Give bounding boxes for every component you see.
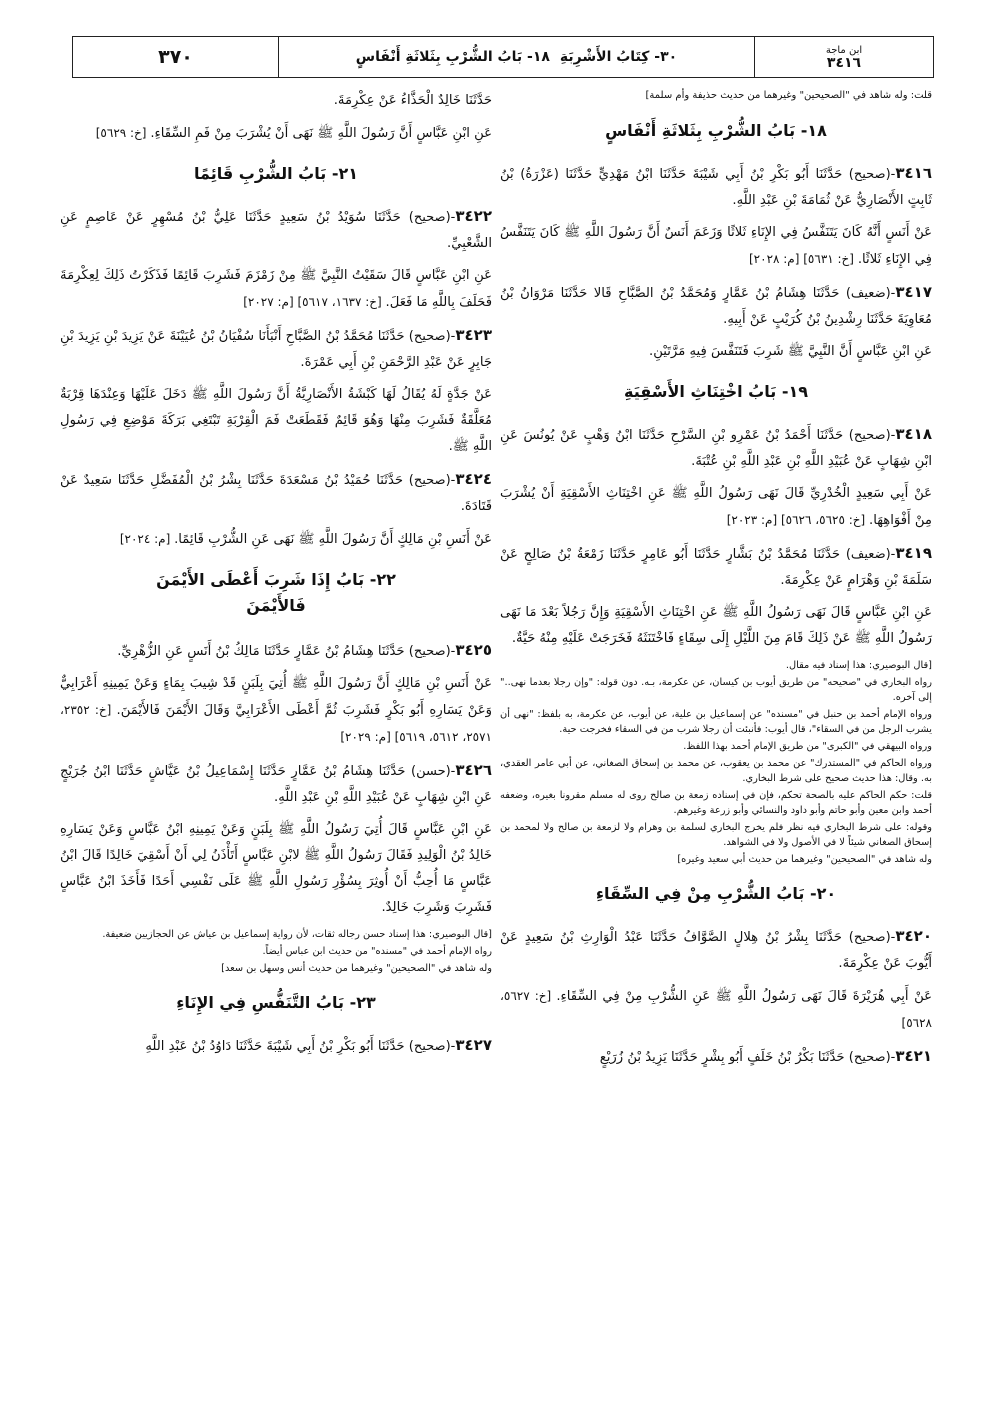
hadith-grade: -(صحيح) <box>408 1039 456 1054</box>
isnad-text: حَدَّثَنَا هِشَامُ بْنُ عَمَّارٍ حَدَّثَنَا مَالِكُ بْنُ أَنَسٍ عَنِ الزُّهْرِيِّ. <box>117 644 409 659</box>
footnote: رواه البخاري في "صحيحه" من طريق أيوب بن كيسان، عن عكرمة، بـه. دون قوله: "وإن رجلا بعدما نهى.." إلى آخره. <box>500 677 932 703</box>
hadith-number: ٣٤١٧ <box>895 283 932 301</box>
chapter-heading-22 <box>60 567 492 619</box>
takhrij-ref: [خ: ٥٦٢٧، ٥٦٢٨] <box>500 989 932 1030</box>
hadith-grade: -(ضعيف) <box>845 547 896 562</box>
hadith-3424-matn <box>60 526 492 553</box>
hadith-3418-isnad <box>500 421 932 475</box>
hadith-number: ٣٤٢٤ <box>455 470 492 488</box>
hadith-3422-isnad <box>60 203 492 257</box>
hadith-3425-matn <box>60 671 492 751</box>
hadith-grade: -(حسن) <box>411 764 456 779</box>
hadith-number: ٣٤١٩ <box>895 544 932 562</box>
isnad-text: حَدَّثَنَا أَحْمَدُ بْنُ عَمْرِو بْنِ السَّرْحِ حَدَّثَنَا ابْنُ وَهْبٍ عَنْ يُونُسَ عَنِ ابْنِ شِهَابٍ عَنْ عُبَيْدِ اللَّهِ بْنِ عَبْدِ اللَّهِ بْنِ عُتْبَةَ. <box>500 428 932 469</box>
continued-matn <box>60 120 492 147</box>
footnote: [قال البوصيري: هذا إسناد فيه مقال. <box>785 660 932 671</box>
header-ref-number: ٣٤١٦ <box>826 55 862 71</box>
continued-isnad: حَدَّثَنَا خَالِدٌ الْحَذَّاءُ عَنْ عِكْرِمَةَ. <box>333 93 492 108</box>
hadith-grade: -(صحيح) <box>848 1050 896 1065</box>
hadith-3417-matn: عَنِ ابْنِ عَبَّاسٍ أَنَّ النَّبِيَّ ﷺ شَرِبَ فَتَنَفَّسَ فِيهِ مَرَّتَيْنِ. <box>649 344 932 359</box>
takhrij-ref: [خ: ١٦٣٧، ٥٦١٧] [م: ٢٠٢٧] <box>243 295 386 309</box>
hadith-3420-matn <box>500 983 932 1037</box>
isnad-text: حَدَّثَنَا أَبُو بَكْرِ بْنُ أَبِي شَيْبَةَ حَدَّثَنَا دَاوُدُ بْنُ عَبْدِ اللَّهِ <box>145 1039 409 1054</box>
hadith-3425-isnad <box>60 637 492 665</box>
hadith-grade: -(صحيح) <box>408 644 456 659</box>
footnote: [قال البوصيري: هذا إسناد حسن رجاله ثقات، لأن رواية إسماعيل بن عياش عن الحجازيين ضعيفة. <box>102 929 492 940</box>
footnote: قلت: حكم الحاكم عليه بالصحة تحكم، فإن في إسناده زمعة بن صالح روى له مسلم مقرونا بغيره، وضعفه أحمد وابن معين وأبو حاتم وأبو داود والنسائي وأبو زرعة وغيرهم. <box>500 790 932 816</box>
matn-text: عَنْ أَبِي هُرَيْرَةَ قَالَ نَهَى رَسُولُ اللَّهِ ﷺ عَنِ الشُّرْبِ مِنْ فِي السِّقَاءِ. <box>556 989 932 1004</box>
matn-text: عَنْ أَبِي سَعِيدٍ الْخُدْرِيِّ قَالَ نَهَى رَسُولُ اللَّهِ ﷺ عَنِ اخْتِنَاثِ الأَسْقِيَةِ أَنْ يُشْرَبَ مِنْ أَفْوَاهِهَا. <box>500 486 932 528</box>
header-reference <box>755 37 933 77</box>
matn-text: عَنْ أَنَسِ بْنِ مَالِكٍ أَنَّ رَسُولَ اللَّهِ ﷺ أُتِيَ بِلَبَنٍ قَدْ شِيبَ بِمَاءٍ وَعَنْ يَمِينِهِ أَعْرَابِيٌّ وَعَنْ يَسَارِهِ أَبُو بَكْرٍ فَشَرِبَ ثُمَّ أَعْطَى الأَعْرَابِيَّ وَقَالَ الأَيْمَنَ فَالأَيْمَنَ. <box>60 676 492 718</box>
hadith-number: ٣٤٢٦ <box>455 761 492 779</box>
hadith-grade: -(صحيح) <box>408 210 456 225</box>
hadith-number: ٣٤٢١ <box>895 1047 932 1065</box>
hadith-grade: -(صحيح) <box>848 428 896 443</box>
hadith-number: ٣٤٢٣ <box>455 326 492 344</box>
hadith-number: ٣٤٢٧ <box>455 1036 492 1054</box>
hadith-number: ٣٤١٦ <box>895 164 932 182</box>
hadith-grade: -(ضعيف) <box>845 286 896 301</box>
intro-note: قلت: وله شاهد في "الصحيحين" وغيرهما من حديث حذيفة وأم سلمة] <box>645 90 932 101</box>
matn-text: عَنْ أَنَسٍ أَنَّهُ كَانَ يَتَنَفَّسُ فِي الإِنَاءِ ثَلاثًا وَزَعَمَ أَنَسٌ أَنَّ رَسُولَ اللَّهِ ﷺ كَانَ يَتَنَفَّسُ فِي الإِنَاءِ ثَلاثًا. <box>500 225 932 267</box>
hadith-3421-isnad <box>500 1043 932 1071</box>
hadith-3418-matn <box>500 481 932 534</box>
takhrij-ref: [خ: ٥٦٢٩] <box>95 126 151 140</box>
footnote: ورواه البيهقي في "الكبرى" من طريق الإمام أحمد بهذا اللفظ. <box>683 741 932 752</box>
hadith-3423-matn: عَنْ جَدَّةٍ لَهُ يُقَالُ لَهَا كَبْشَةُ الأَنْصَارِيَّةُ أَنَّ رَسُولَ اللَّهِ ﷺ دَخَلَ عَلَيْهَا وَعِنْدَهَا قِرْبَةٌ مُعَلَّقَةٌ فَشَرِبَ مِنْهَا وَهُوَ قَائِمٌ فَقَطَعَتْ فَمَ الْقِرْبَةِ تَبْتَغِي بَرَكَةَ مَوْضِعِ فِي رَسُولِ اللَّهِ ﷺ. <box>60 387 492 454</box>
header-ref-label: ابن ماجة <box>825 45 863 56</box>
hadith-grade: -(صحيح) <box>408 473 456 488</box>
footnote: وله شاهد في "الصحيحين" وغيرهما من حديث أبي سعيد وغيره] <box>677 854 932 865</box>
footnote: ورواه الحاكم في "المستدرك" عن محمد بن يعقوب، عن محمد بن إسحاق الصغاني، عن أبي عامر العقدي، به. وقال: هذا حديث صحيح على شرط البخاري. <box>500 758 932 784</box>
left-column <box>60 88 492 1066</box>
matn-text: عَنِ ابْنِ عَبَّاسٍ قَالَ سَقَيْتُ النَّبِيَّ ﷺ مِنْ زَمْزَمَ فَشَرِبَ قَائِمًا فَذَكَرْتُ ذَلِكَ لِعِكْرِمَةَ فَحَلَفَ بِاللَّهِ مَا فَعَلَ. <box>60 268 492 310</box>
takhrij-ref: [خ: ٢٣٥٢، ٢٥٧١، ٥٦١٢، ٥٦١٩] [م: ٢٠٢٩] <box>60 703 492 744</box>
isnad-text: حَدَّثَنَا هِشَامُ بْنُ عَمَّارٍ وَمُحَمَّدُ بْنُ الصَّبَّاحِ قَالا حَدَّثَنَا مَرْوَانُ بْنُ مُعَاوِيَةَ حَدَّثَنَا رِشْدِينُ بْنُ كُرَيْبٍ عَنْ أَبِيهِ. <box>500 286 932 327</box>
hadith-number: ٣٤٢٠ <box>895 927 932 945</box>
hadith-3419-isnad <box>500 540 932 594</box>
header-bab: ١٨- بَابُ الشُّرْبِ بِثَلاثَةِ أَنْفَاسٍ <box>355 49 550 65</box>
footnote: رواه الإمام أحمد في "مسنده" من حديث ابن عباس أيضاً. <box>262 946 492 957</box>
page-number: ٣٧٠ <box>73 37 279 77</box>
footnote: وقوله: على شرط البخاري فيه نظر فلم يخرج البخاري لسلمة بن وهرام ولا لزمعة بن صالح ولا لمحمد بن إسحاق الصغاني شيئاً لا في الأصول ولا في الشواهد. <box>500 822 932 848</box>
header-title <box>279 37 755 77</box>
chapter-heading-21: ٢١- بَابُ الشُّرْبِ قَائِمًا <box>193 164 358 183</box>
hadith-3416-isnad <box>500 160 932 214</box>
header-kitab: ٣٠- كِتَابُ الأَشْرِبَةِ <box>559 49 678 65</box>
isnad-text: حَدَّثَنَا مُحَمَّدُ بْنُ الصَّبَّاحِ أَنْبَأَنَا سُفْيَانُ بْنُ عُيَيْنَةَ عَنْ يَزِيدَ بْنِ يَزِيدَ بْنِ جَابِرٍ عَنْ عَبْدِ الرَّحْمَنِ بْنِ أَبِي عَمْرَةَ. <box>60 329 492 370</box>
hadith-number: ٣٤٢٢ <box>455 207 492 225</box>
chapter-heading-19: ١٩- بَابُ اخْتِنَاثِ الأَسْقِيَةِ <box>623 382 809 401</box>
takhrij-ref: [خ: ٥٦٣١] [م: ٢٠٢٨] <box>748 252 858 266</box>
hadith-3426-isnad <box>60 757 492 811</box>
hadith-grade: -(صحيح) <box>848 167 896 182</box>
hadith-3423-isnad <box>60 322 492 376</box>
isnad-text: حَدَّثَنَا بِشْرُ بْنُ هِلالٍ الصَّوَّافُ حَدَّثَنَا عَبْدُ الْوَارِثِ بْنُ سَعِيدٍ عَنْ أَيُّوبَ عَنْ عِكْرِمَةَ. <box>500 930 932 971</box>
footnote: وله شاهد في "الصحيحين" وغيرهما من حديث أنس وسهل بن سعد] <box>221 963 492 974</box>
right-column <box>500 88 932 1077</box>
takhrij-ref: [م: ٢٠٢٤] <box>119 532 175 546</box>
chapter-heading-23: ٢٣- بَابُ التَّنَفُّسِ فِي الإِنَاءِ <box>176 993 376 1012</box>
hadith-grade: -(صحيح) <box>848 930 896 945</box>
takhrij-ref: [خ: ٥٦٢٥، ٥٦٢٦] [م: ٢٠٢٣] <box>726 513 870 527</box>
hadith-3419-matn: عَنِ ابْنِ عَبَّاسٍ قَالَ نَهَى رَسُولُ اللَّهِ ﷺ عَنِ اخْتِنَاثِ الأَسْقِيَةِ وَإِنَّ رَجُلاً بَعْدَ مَا نَهَى رَسُولُ اللَّهِ ﷺ عَنْ ذَلِكَ قَامَ مِنَ اللَّيْلِ إِلَى سِقَاءٍ فَاخْتَنَثَهُ فَخَرَجَتْ عَلَيْهِ مِنْهُ حَيَّةٌ. <box>500 605 932 646</box>
hadith-3426-matn: عَنِ ابْنِ عَبَّاسٍ قَالَ أُتِيَ رَسُولُ اللَّهِ ﷺ بِلَبَنٍ وَعَنْ يَمِينِهِ ابْنُ عَبَّاسٍ وَعَنْ يَسَارِهِ خَالِدُ بْنُ الْوَلِيدِ فَقَالَ رَسُولُ اللَّهِ ﷺ لابْنِ عَبَّاسٍ أَتَأْذَنُ لِي أَنْ أَسْقِيَ خَالِدًا قَالَ ابْنُ عَبَّاسٍ مَا أُحِبُّ أَنْ أُوثِرَ بِسُؤْرِ رَسُولِ اللَّهِ ﷺ عَلَى نَفْسِي أَحَدًا فَأَخَذَ ابْنُ عَبَّاسٍ فَشَرِبَ وَشَرِبَ خَالِدٌ. <box>60 822 492 915</box>
isnad-text: حَدَّثَنَا سُوَيْدُ بْنُ سَعِيدٍ حَدَّثَنَا عَلِيُّ بْنُ مُسْهِرٍ عَنْ عَاصِمٍ عَنِ الشَّعْبِيِّ. <box>60 210 492 251</box>
hadith-number: ٣٤١٨ <box>895 425 932 443</box>
isnad-text: حَدَّثَنَا بَكْرُ بْنُ خَلَفٍ أَبُو بِشْرٍ حَدَّثَنَا يَزِيدُ بْنُ زُرَيْعٍ <box>599 1050 849 1065</box>
footnote: ورواه الإمام أحمد بن حنبل في "مسنده" عن إسماعيل بن علية، عن أيوب، عن عكرمة، به بلفظ: "نهى أن يشرب الرجل من في السقاء"، قال أيوب: فأنبئت أن رجلا شرب من في السقاء فخرجت حية. <box>500 709 932 735</box>
chapter-heading-20: ٢٠- بَابُ الشُّرْبِ مِنْ فِي السِّقَاءِ <box>595 884 837 903</box>
hadith-3420-isnad <box>500 923 932 977</box>
chapter-heading-22-line1: ٢٢- بَابُ إِذَا شَرِبَ أَعْطَى الأَيْمَنَ <box>156 570 396 589</box>
chapter-heading-22-line2: فَالأَيْمَنَ <box>246 596 306 615</box>
isnad-text: حَدَّثَنَا حُمَيْدُ بْنُ مَسْعَدَةَ حَدَّثَنَا بِشْرُ بْنُ الْمُفَضَّلِ حَدَّثَنَا سَعِيدٌ عَنْ قَتَادَةَ. <box>60 473 492 514</box>
hadith-grade: -(صحيح) <box>408 329 456 344</box>
hadith-3417-isnad <box>500 279 932 333</box>
chapter-heading-18: ١٨- بَابُ الشُّرْبِ بِثَلاثَةِ أَنْفَاسٍ <box>605 121 827 140</box>
isnad-text: حَدَّثَنَا أَبُو بَكْرِ بْنُ أَبِي شَيْبَةَ حَدَّثَنَا ابْنُ مَهْدِيٍّ حَدَّثَنَا (عَزْرَةُ) بْنُ ثَابِتٍ الأَنْصَارِيُّ عَنْ ثُمَامَةَ بْنِ عَبْدِ اللَّهِ. <box>500 167 932 208</box>
matn-text: عَنْ أَنَسِ بْنِ مَالِكٍ أَنَّ رَسُولَ اللَّهِ ﷺ نَهَى عَنِ الشُّرْبِ قَائِمًا. <box>174 532 492 547</box>
running-header <box>72 36 934 78</box>
matn-text: عَنِ ابْنِ عَبَّاسٍ أَنَّ رَسُولَ اللَّهِ ﷺ نَهَى أَنْ يُشْرَبَ مِنْ فَمِ السِّقَاءِ. <box>150 126 492 141</box>
hadith-number: ٣٤٢٥ <box>455 641 492 659</box>
isnad-text: حَدَّثَنَا هِشَامُ بْنُ عَمَّارٍ حَدَّثَنَا إِسْمَاعِيلُ بْنُ عَيَّاشٍ حَدَّثَنَا ابْنُ جُرَيْجٍ عَنِ ابْنِ شِهَابٍ عَنْ عُبَيْدِ اللَّهِ بْنِ عَبْدِ اللَّهِ. <box>60 764 492 805</box>
hadith-3427-isnad <box>60 1032 492 1060</box>
hadith-3422-matn <box>60 263 492 316</box>
hadith-3416-matn <box>500 220 932 273</box>
isnad-text: حَدَّثَنَا مُحَمَّدُ بْنُ بَشَّارٍ حَدَّثَنَا أَبُو عَامِرٍ حَدَّثَنَا زَمْعَةُ بْنُ صَالِحٍ عَنْ سَلَمَةَ بْنِ وَهْرَامٍ عَنْ عِكْرِمَةَ. <box>500 547 932 588</box>
hadith-3424-isnad <box>60 466 492 520</box>
